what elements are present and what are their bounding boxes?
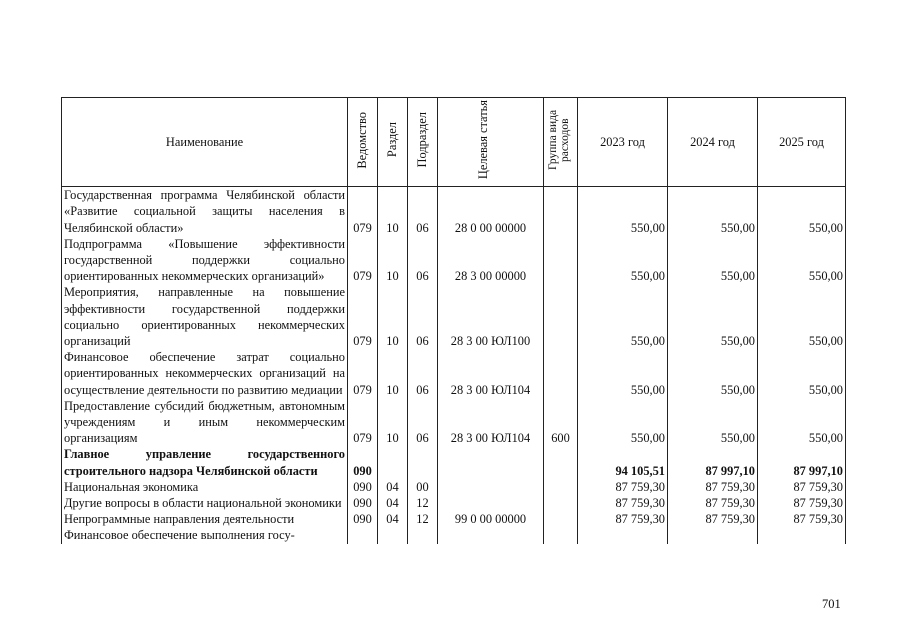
table-row	[62, 495, 846, 511]
row-name: Непрограммные направления деятельности	[62, 511, 348, 527]
row-razdel: 10	[378, 284, 408, 349]
row-razdel	[378, 446, 408, 478]
row-name: Мероприятия, направленные на повышение эффективности государственной поддержки социально ориентированных некоммерческих организаций	[62, 284, 348, 349]
header-tselevaya-statya: Целевая статья	[475, 100, 490, 180]
row-2024: 550,00	[668, 398, 758, 447]
row-podrazdel: 06	[408, 349, 438, 398]
budget-table	[61, 97, 846, 544]
row-tselevaya-statya: 28 3 00 00000	[438, 236, 544, 285]
table-row	[62, 284, 846, 349]
row-gruppa-vida	[544, 446, 578, 478]
row-name: Финансовое обеспечение затрат социально ориентированных некоммерческих организаций на осуществление деятельности по развитию медиации	[62, 349, 348, 398]
row-2024: 87 759,30	[668, 511, 758, 527]
row-razdel: 10	[378, 187, 408, 236]
table-row	[62, 187, 846, 236]
row-2025: 87 997,10	[758, 446, 846, 478]
table-header-row	[62, 98, 846, 187]
row-gruppa-vida	[544, 349, 578, 398]
header-razdel: Раздел	[385, 122, 399, 158]
header-2023: 2023 год	[578, 98, 668, 187]
row-podrazdel	[408, 527, 438, 543]
row-2023: 94 105,51	[578, 446, 668, 478]
row-2023: 550,00	[578, 187, 668, 236]
row-razdel: 10	[378, 349, 408, 398]
row-2025: 550,00	[758, 236, 846, 285]
row-2024: 87 759,30	[668, 495, 758, 511]
table-row	[62, 527, 846, 543]
row-tselevaya-statya: 28 3 00 ЮЛ100	[438, 284, 544, 349]
row-vedomstvo: 079	[348, 398, 378, 447]
row-2023: 550,00	[578, 349, 668, 398]
row-gruppa-vida: 600	[544, 398, 578, 447]
row-2025: 87 759,30	[758, 479, 846, 495]
row-2024	[668, 527, 758, 543]
header-gruppa-vida: Группа вида расходов	[546, 109, 571, 171]
row-2023: 550,00	[578, 398, 668, 447]
row-tselevaya-statya	[438, 527, 544, 543]
row-2024: 87 759,30	[668, 479, 758, 495]
row-tselevaya-statya: 28 0 00 00000	[438, 187, 544, 236]
row-podrazdel	[408, 446, 438, 478]
row-name: Другие вопросы в области национальной экономики	[62, 495, 348, 511]
row-name: Государственная программа Челябинской области «Развитие социальной защиты населения в Челябинской области»	[62, 187, 348, 236]
row-razdel: 04	[378, 495, 408, 511]
row-gruppa-vida	[544, 511, 578, 527]
header-name: Наименование	[62, 98, 348, 187]
row-podrazdel: 06	[408, 284, 438, 349]
row-tselevaya-statya: 28 3 00 ЮЛ104	[438, 398, 544, 447]
row-2024: 550,00	[668, 349, 758, 398]
table-row	[62, 446, 846, 478]
row-tselevaya-statya: 99 0 00 00000	[438, 511, 544, 527]
row-vedomstvo: 090	[348, 511, 378, 527]
row-gruppa-vida	[544, 284, 578, 349]
row-name: Национальная экономика	[62, 479, 348, 495]
row-tselevaya-statya	[438, 495, 544, 511]
row-gruppa-vida	[544, 495, 578, 511]
row-tselevaya-statya: 28 3 00 ЮЛ104	[438, 349, 544, 398]
row-2023: 87 759,30	[578, 495, 668, 511]
row-2025: 550,00	[758, 284, 846, 349]
row-2025: 87 759,30	[758, 495, 846, 511]
table-row	[62, 236, 846, 285]
row-2025: 550,00	[758, 398, 846, 447]
row-2023: 550,00	[578, 284, 668, 349]
row-podrazdel: 00	[408, 479, 438, 495]
header-2024: 2024 год	[668, 98, 758, 187]
row-gruppa-vida	[544, 527, 578, 543]
row-gruppa-vida	[544, 187, 578, 236]
row-tselevaya-statya	[438, 446, 544, 478]
header-2025: 2025 год	[758, 98, 846, 187]
row-podrazdel: 12	[408, 511, 438, 527]
row-name: Финансовое обеспечение выполнения госу-	[62, 527, 348, 543]
row-2023	[578, 527, 668, 543]
row-2023: 550,00	[578, 236, 668, 285]
header-vedomstvo: Ведомство	[355, 111, 369, 169]
row-razdel: 04	[378, 479, 408, 495]
row-2025: 87 759,30	[758, 511, 846, 527]
row-name: Главное управление государственного строительного надзора Челябинской области	[62, 446, 348, 478]
table-row	[62, 479, 846, 495]
row-2024: 87 997,10	[668, 446, 758, 478]
row-razdel	[378, 527, 408, 543]
row-name: Предоставление субсидий бюджетным, автономным учреждениям и иным некоммерческим организациям	[62, 398, 348, 447]
row-vedomstvo: 079	[348, 349, 378, 398]
row-podrazdel: 06	[408, 398, 438, 447]
table-row	[62, 349, 846, 398]
row-podrazdel: 06	[408, 187, 438, 236]
row-vedomstvo: 079	[348, 284, 378, 349]
row-2024: 550,00	[668, 284, 758, 349]
row-2024: 550,00	[668, 187, 758, 236]
page-number: 701	[822, 597, 841, 611]
row-vedomstvo: 090	[348, 479, 378, 495]
row-2025: 550,00	[758, 187, 846, 236]
row-vedomstvo: 079	[348, 236, 378, 285]
row-podrazdel: 12	[408, 495, 438, 511]
row-2025: 550,00	[758, 349, 846, 398]
row-2025	[758, 527, 846, 543]
row-2024: 550,00	[668, 236, 758, 285]
row-gruppa-vida	[544, 236, 578, 285]
row-razdel: 10	[378, 398, 408, 447]
row-gruppa-vida	[544, 479, 578, 495]
row-2023: 87 759,30	[578, 479, 668, 495]
row-razdel: 04	[378, 511, 408, 527]
table-row	[62, 398, 846, 447]
row-razdel: 10	[378, 236, 408, 285]
table-row	[62, 511, 846, 527]
row-name: Подпрограмма «Повышение эффективности государственной поддержки социально ориентированных некоммерческих организаций»	[62, 236, 348, 285]
row-vedomstvo	[348, 527, 378, 543]
row-vedomstvo: 079	[348, 187, 378, 236]
header-podrazdel: Подраздел	[415, 112, 429, 168]
row-vedomstvo: 090	[348, 446, 378, 478]
row-2023: 87 759,30	[578, 511, 668, 527]
row-tselevaya-statya	[438, 479, 544, 495]
row-podrazdel: 06	[408, 236, 438, 285]
row-vedomstvo: 090	[348, 495, 378, 511]
